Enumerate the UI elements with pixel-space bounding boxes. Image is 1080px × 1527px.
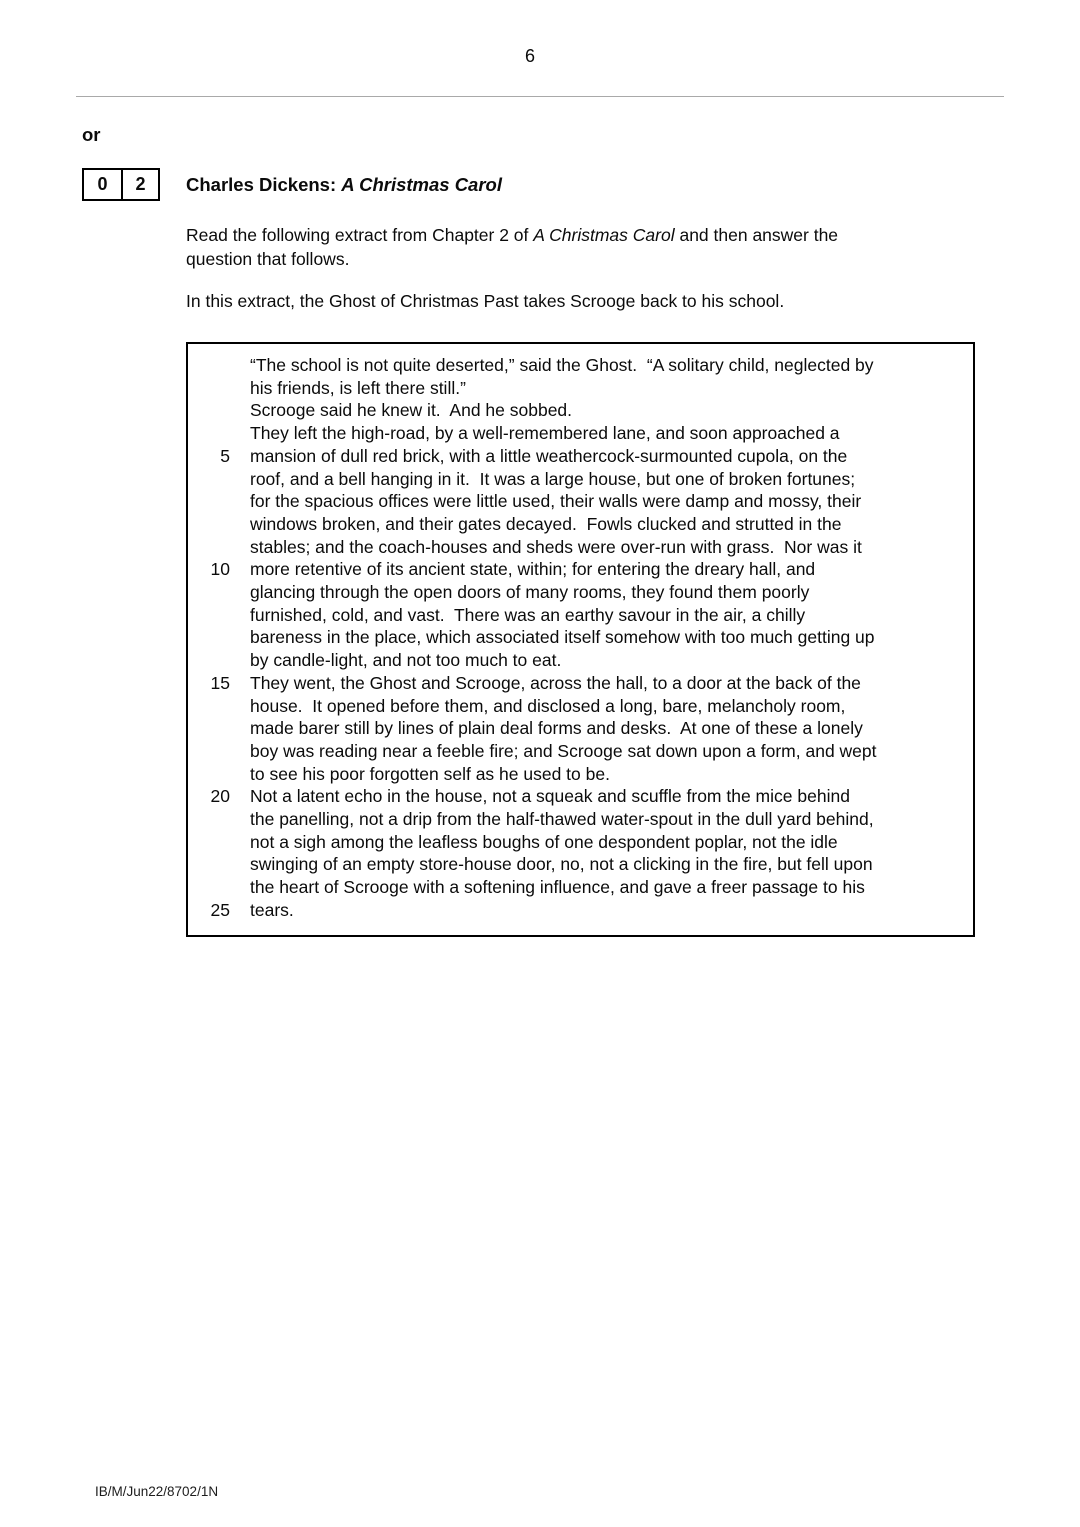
extract-box	[186, 342, 975, 937]
footer-reference: IB/M/Jun22/8702/1N	[95, 1484, 219, 1499]
author-name: Charles Dickens:	[186, 173, 342, 195]
line-number	[188, 513, 230, 536]
line-text: mansion of dull red brick, with a little weathercock-surmounted cupola, on the	[250, 445, 848, 466]
question-number-digit-1: 0	[97, 174, 108, 194]
line-text: the heart of Scrooge with a softening influence, and gave a freer passage to his	[250, 877, 865, 898]
page-number: 6	[524, 46, 535, 66]
line-number	[188, 377, 230, 400]
line-text: Not a latent echo in the house, not a squeak and scuffle from the mice behind	[250, 786, 850, 807]
extract-line	[188, 558, 973, 581]
line-text: glancing through the open doors of many rooms, they found them poorly	[250, 582, 810, 603]
line-number	[188, 853, 230, 876]
extract-line	[188, 785, 973, 808]
line-number	[188, 695, 230, 718]
extract-line	[188, 399, 973, 422]
line-text: They left the high-road, by a well-remembered lane, and soon approached a	[250, 423, 840, 444]
instruction-text: Read the following extract from Chapter 2 of	[186, 225, 534, 245]
extract-line	[188, 536, 973, 559]
book-title: A Christmas Carol	[341, 173, 502, 195]
line-number	[188, 831, 230, 854]
extract-line	[188, 853, 973, 876]
extract-line	[188, 672, 973, 695]
extract-lines	[188, 354, 973, 922]
line-number	[188, 808, 230, 831]
extract-line	[188, 626, 973, 649]
extract-line	[188, 763, 973, 786]
line-number	[188, 399, 230, 422]
question-number-digit-2: 2	[121, 170, 158, 199]
line-text: “The school is not quite deserted,” said the Ghost. “A solitary child, neglected by	[250, 355, 874, 375]
line-number	[188, 490, 230, 513]
line-text: house. It opened before them, and disclosed a long, bare, melancholy room,	[250, 695, 846, 716]
extract-line	[188, 468, 973, 491]
line-number	[188, 626, 230, 649]
line-text: the panelling, not a drip from the half-thawed water-spout in the dull yard behind,	[250, 809, 874, 830]
instruction-line-1	[186, 224, 838, 248]
line-number: 25	[210, 899, 230, 920]
extract-line	[188, 445, 973, 468]
extract-line	[188, 377, 973, 400]
line-text: roof, and a bell hanging in it. It was a large house, but one of broken fortunes;	[250, 468, 856, 489]
instruction-line-2: question that follows.	[186, 248, 350, 269]
line-number: 5	[220, 445, 230, 466]
line-number	[188, 740, 230, 763]
line-text: made barer still by lines of plain deal forms and desks. At one of these a lonely	[250, 718, 863, 739]
extract-line	[188, 695, 973, 718]
or-label: or	[82, 124, 101, 145]
line-text: for the spacious offices were little used, their walls were damp and mossy, their	[250, 491, 862, 512]
extract-line	[188, 354, 973, 377]
line-text: Scrooge said he knew it. And he sobbed.	[250, 400, 573, 421]
line-number	[188, 649, 230, 672]
line-text: more retentive of its ancient state, within; for entering the dreary hall, and	[250, 559, 816, 580]
extract-line	[188, 581, 973, 604]
line-text: not a sigh among the leafless boughs of one despondent poplar, not the idle	[250, 831, 838, 852]
line-number	[188, 354, 230, 377]
extract-line	[188, 649, 973, 672]
line-text: windows broken, and their gates decayed. Fowls clucked and strutted in the	[250, 513, 842, 534]
line-text: boy was reading near a feeble fire; and Scrooge sat down upon a form, and wept	[250, 740, 877, 761]
line-number	[188, 717, 230, 740]
instruction-paragraph	[186, 224, 838, 271]
extract-line	[188, 876, 973, 899]
line-number	[188, 604, 230, 627]
line-text: tears.	[250, 899, 294, 920]
extract-line	[188, 490, 973, 513]
line-text: They went, the Ghost and Scrooge, across the hall, to a door at the back of the	[250, 672, 861, 693]
line-number	[188, 876, 230, 899]
line-number: 20	[210, 786, 230, 807]
line-text: to see his poor forgotten self as he used to be.	[250, 763, 610, 784]
line-number	[188, 536, 230, 559]
line-text: his friends, is left there still.”	[250, 377, 466, 398]
extract-line	[188, 717, 973, 740]
question-title	[186, 174, 502, 196]
line-text: by candle-light, and not too much to eat.	[250, 650, 562, 671]
book-title: A Christmas Carol	[533, 225, 675, 245]
question-number-box	[82, 168, 160, 201]
header-rule	[76, 96, 1004, 97]
line-number	[188, 468, 230, 491]
line-text: furnished, cold, and vast. There was an earthy savour in the air, a chilly	[250, 604, 806, 625]
question-header	[82, 168, 502, 201]
extract-line	[188, 422, 973, 445]
line-text: bareness in the place, which associated itself somehow with too much getting up	[250, 627, 875, 648]
line-number: 15	[210, 672, 230, 693]
line-text: swinging of an empty store-house door, no, not a clicking in the fire, but fell upon	[250, 854, 873, 875]
extract-line	[188, 513, 973, 536]
line-number	[188, 422, 230, 445]
extract-line	[188, 899, 973, 922]
line-number: 10	[210, 559, 230, 580]
instruction-text: and then answer the	[674, 225, 839, 245]
line-text: stables; and the coach-houses and sheds were over-run with grass. Nor was it	[250, 536, 862, 557]
extract-line	[188, 740, 973, 763]
extract-line	[188, 604, 973, 627]
extract-line	[188, 808, 973, 831]
extract-context: In this extract, the Ghost of Christmas Past takes Scrooge back to his school.	[186, 291, 785, 311]
line-number	[188, 581, 230, 604]
extract-line	[188, 831, 973, 854]
line-number	[188, 763, 230, 786]
